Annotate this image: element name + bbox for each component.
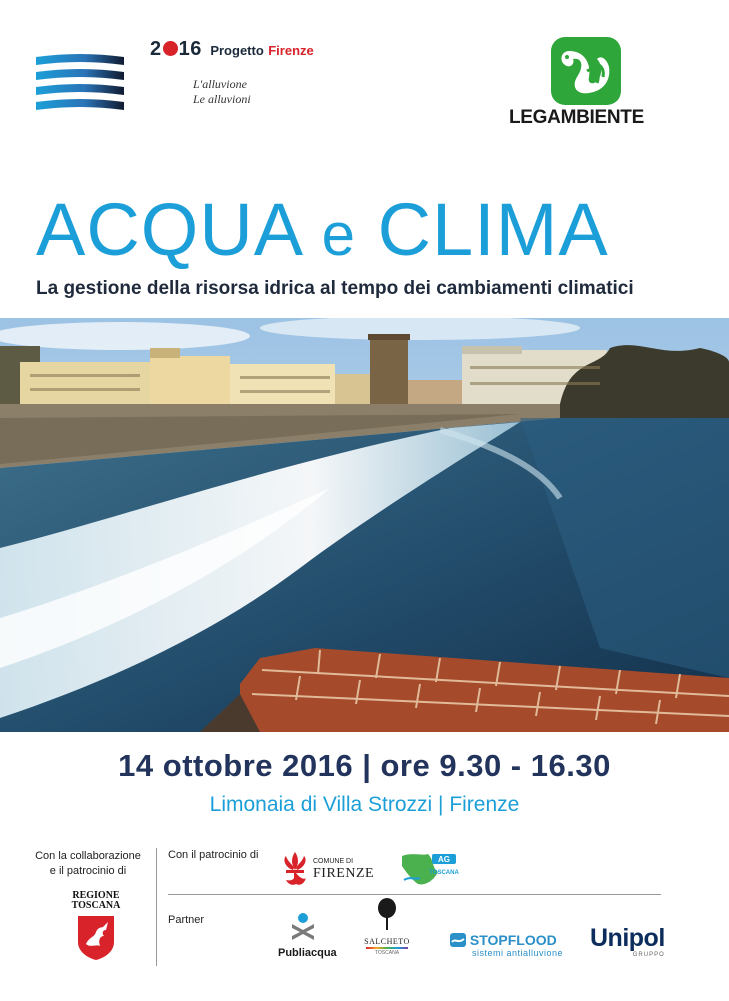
- regione-toscana-logo: [64, 891, 128, 965]
- comune-line1: COMUNE DI: [313, 858, 354, 865]
- collaboration-label-line1: Con la collaborazione: [35, 850, 141, 862]
- unipol-sub: GRUPPO: [632, 952, 665, 958]
- publiacqua-logo: [278, 912, 337, 959]
- salcheto-sub: TOSCANA: [374, 950, 400, 956]
- pegasus-shield-icon: [76, 914, 116, 960]
- salcheto-color-bar: [366, 947, 408, 949]
- stopflood-sub: sistemi antialluvione: [472, 948, 564, 958]
- event-date-time: 14 ottobre 2016 | ore 9.30 - 16.30: [118, 748, 611, 783]
- tree-icon: [375, 898, 399, 932]
- title-part2: CLIMA: [377, 188, 609, 271]
- regione-line1: REGIONE: [72, 890, 120, 901]
- project-subtitle: [193, 77, 251, 107]
- title-part1: ACQUA: [36, 188, 301, 271]
- publiacqua-name: Publiacqua: [278, 947, 337, 959]
- stopflood-name: STOPFLOOD: [469, 932, 557, 948]
- title-connector: e: [321, 201, 357, 268]
- publiacqua-x-icon: [288, 912, 318, 940]
- stopflood-wave-icon: [450, 933, 466, 947]
- footer-horizontal-divider: [168, 894, 661, 895]
- collaboration-label: [26, 849, 150, 879]
- progetto-firenze-heading: [150, 38, 314, 61]
- comune-firenze-logo: [280, 850, 375, 890]
- regione-line2: TOSCANA: [71, 900, 121, 911]
- unipol-name: Unipol: [590, 924, 665, 952]
- footer-vertical-divider: [156, 848, 157, 966]
- main-title: [36, 190, 609, 275]
- progetto-firenze-stripes-logo: [36, 53, 124, 117]
- toscana-map-logo: [398, 850, 460, 888]
- red-dot-icon: [163, 41, 178, 56]
- project-city: Firenze: [268, 43, 314, 58]
- arno-river-photo: [0, 318, 729, 732]
- collaboration-label-line2: e il patrocinio di: [49, 865, 127, 877]
- toscana-badge-text: TOSCANA: [429, 870, 459, 876]
- fleur-de-lis-icon: [280, 850, 310, 888]
- project-subtitle-line2: Le alluvioni: [193, 92, 251, 106]
- svg-text:AG: AG: [438, 855, 450, 864]
- salcheto-logo: [360, 898, 414, 956]
- project-subtitle-line1: L'alluvione: [193, 77, 247, 91]
- patronage-label: Con il patrocinio di: [168, 849, 259, 861]
- salcheto-name: SALCHETO: [364, 937, 410, 946]
- comune-line2: FIRENZE: [313, 866, 375, 881]
- stopflood-logo: [450, 932, 563, 958]
- main-subtitle: La gestione della risorsa idrica al tempo dei cambiamenti climatici: [36, 278, 634, 299]
- legambiente-wordmark: LEGAMBIENTE: [509, 107, 644, 128]
- event-venue: Limonaia di Villa Strozzi | Firenze: [209, 793, 520, 816]
- project-label: Progetto: [210, 43, 264, 58]
- year-label: 2 16: [150, 38, 202, 60]
- unipol-logo: [590, 924, 665, 958]
- partner-label: Partner: [168, 914, 205, 926]
- legambiente-swan-icon: [551, 37, 621, 105]
